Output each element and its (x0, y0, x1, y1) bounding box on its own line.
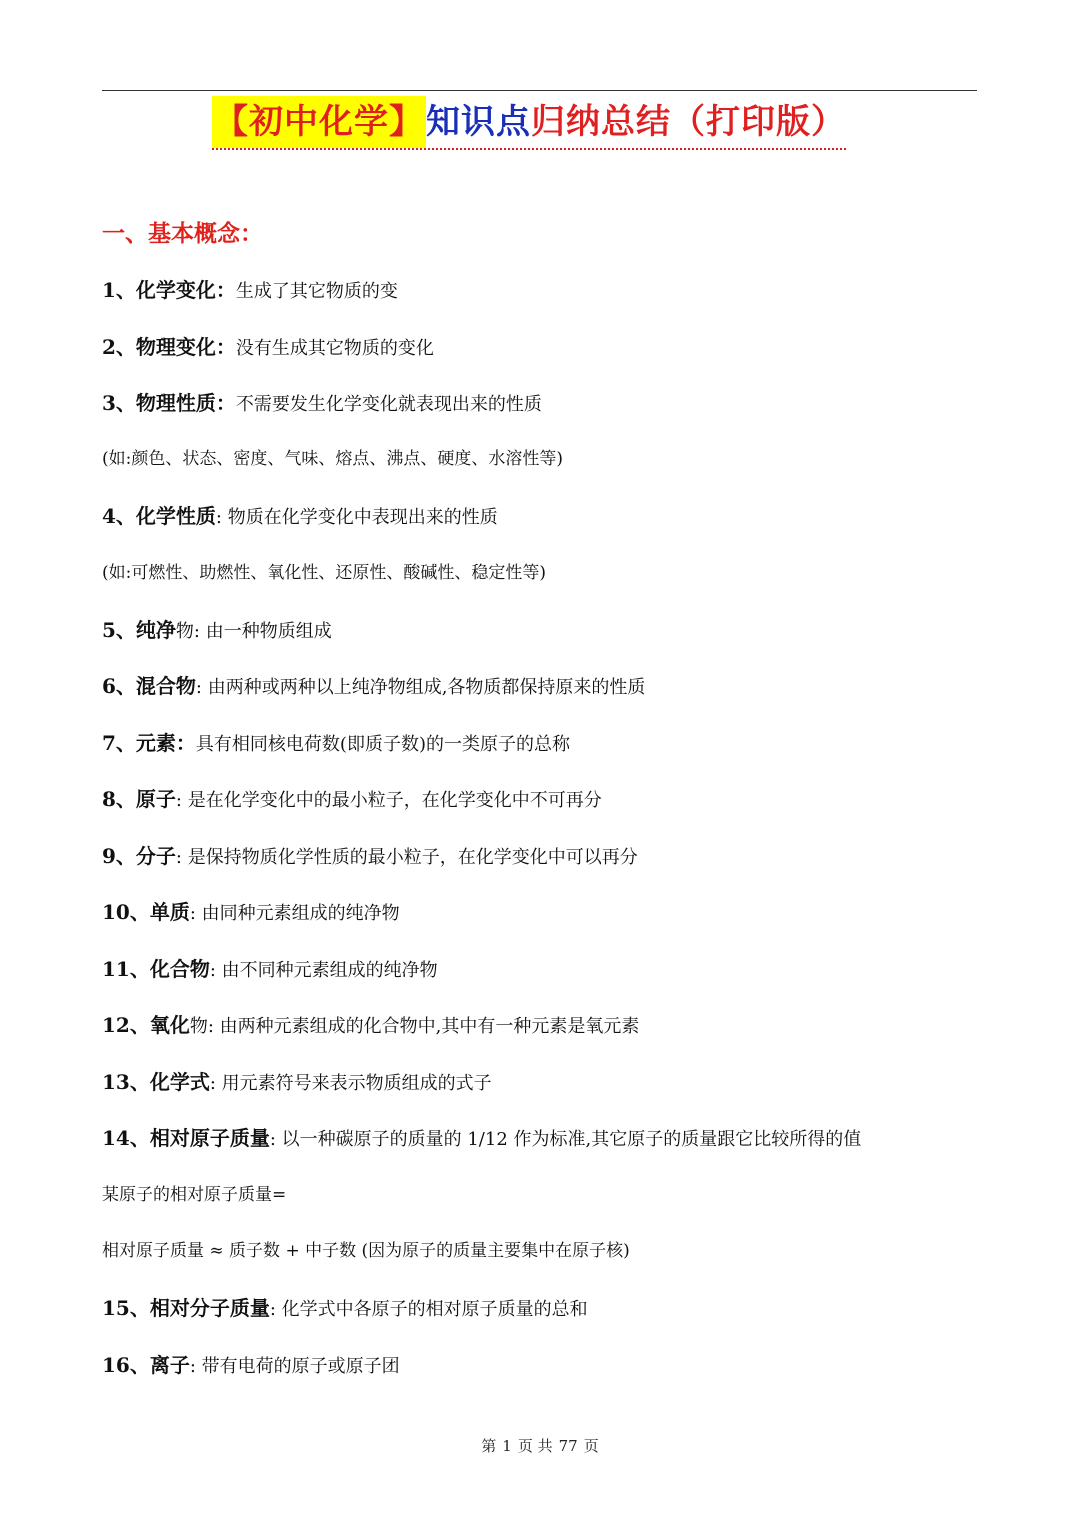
list-note: (如:颜色、状态、密度、气味、熔点、沸点、硬度、水溶性等) (102, 449, 563, 469)
list-item (102, 1290, 588, 1326)
item-definition: : 是在化学变化中的最小粒子，在化学变化中不可再分 (175, 790, 602, 811)
footer-total-pages: 77 (558, 1437, 578, 1455)
footer-page-number: 1 (502, 1437, 512, 1455)
item-term: 16、离子 (102, 1353, 190, 1377)
item-definition: : 物质在化学变化中表现出来的性质 (215, 507, 498, 528)
footer-prefix: 第 (481, 1437, 497, 1455)
item-term: 13、化学式 (102, 1070, 210, 1094)
footer-mid: 页 共 (517, 1437, 553, 1455)
item-term: 12、氧化 (102, 1013, 190, 1037)
footer-suffix: 页 (583, 1437, 599, 1455)
list-item (102, 272, 398, 308)
section-heading: 一、基本概念： (102, 220, 263, 247)
list-item (102, 781, 602, 817)
item-term: 1、化学变化： (102, 278, 236, 302)
item-definition: 生成了其它物质的变 (235, 281, 398, 302)
item-term: 11、化合物 (102, 957, 210, 981)
list-item (102, 725, 570, 761)
list-item (102, 329, 434, 365)
item-definition: 不需要发生化学变化就表现出来的性质 (235, 394, 542, 415)
item-definition: : 带有电荷的原子或原子团 (189, 1356, 400, 1377)
item-term: 3、物理性质： (102, 391, 236, 415)
top-rule (102, 90, 977, 91)
list-item (102, 1347, 400, 1383)
list-note: 某原子的相对原子质量= (102, 1185, 287, 1205)
page-footer (0, 1434, 1080, 1458)
item-definition: 物: 由一种物质组成 (175, 621, 332, 642)
list-item (102, 1120, 861, 1156)
list-item (102, 612, 332, 648)
item-term: 14、相对原子质量 (102, 1126, 270, 1150)
item-term: 2、物理变化： (102, 335, 236, 359)
item-definition: : 以一种碳原子的质量的 1/12 作为标准,其它原子的质量跟它比较所得的值 (269, 1129, 862, 1150)
item-term: 5、纯净 (102, 618, 176, 642)
item-definition: 具有相同核电荷数(即质子数)的一类原子的总称 (195, 734, 570, 755)
title-highlight-part: 【初中化学】 (212, 96, 426, 148)
item-term: 10、单质 (102, 900, 190, 924)
document-title (212, 96, 846, 150)
item-definition: : 用元素符号来表示物质组成的式子 (209, 1073, 492, 1094)
item-definition: 没有生成其它物质的变化 (235, 338, 434, 359)
item-term: 8、原子 (102, 787, 176, 811)
item-term: 6、混合物 (102, 674, 196, 698)
title-red-part: 归纳总结（打印版） (531, 102, 846, 142)
list-item (102, 951, 438, 987)
list-item (102, 1007, 639, 1043)
list-item (102, 498, 498, 534)
item-term: 7、元素： (102, 731, 196, 755)
list-item (102, 838, 638, 874)
list-item (102, 385, 542, 421)
list-item (102, 668, 645, 704)
item-definition: : 由两种或两种以上纯净物组成,各物质都保持原来的性质 (195, 677, 646, 698)
title-blue-part: 知识点 (426, 102, 531, 142)
item-definition: : 由同种元素组成的纯净物 (189, 903, 400, 924)
list-note: 相对原子质量 ≈ 质子数 + 中子数 (因为原子的质量主要集中在原子核) (102, 1241, 630, 1261)
item-definition: : 由不同种元素组成的纯净物 (209, 960, 438, 981)
item-definition: 物: 由两种元素组成的化合物中,其中有一种元素是氧元素 (189, 1016, 640, 1037)
item-term: 9、分子 (102, 844, 176, 868)
list-note: (如:可燃性、助燃性、氧化性、还原性、酸碱性、稳定性等) (102, 563, 546, 583)
item-term: 4、化学性质 (102, 504, 216, 528)
item-term: 15、相对分子质量 (102, 1296, 270, 1320)
item-definition: : 化学式中各原子的相对原子质量的总和 (269, 1299, 588, 1320)
list-item (102, 1064, 492, 1100)
list-item (102, 894, 400, 930)
item-definition: : 是保持物质化学性质的最小粒子，在化学变化中可以再分 (175, 847, 638, 868)
